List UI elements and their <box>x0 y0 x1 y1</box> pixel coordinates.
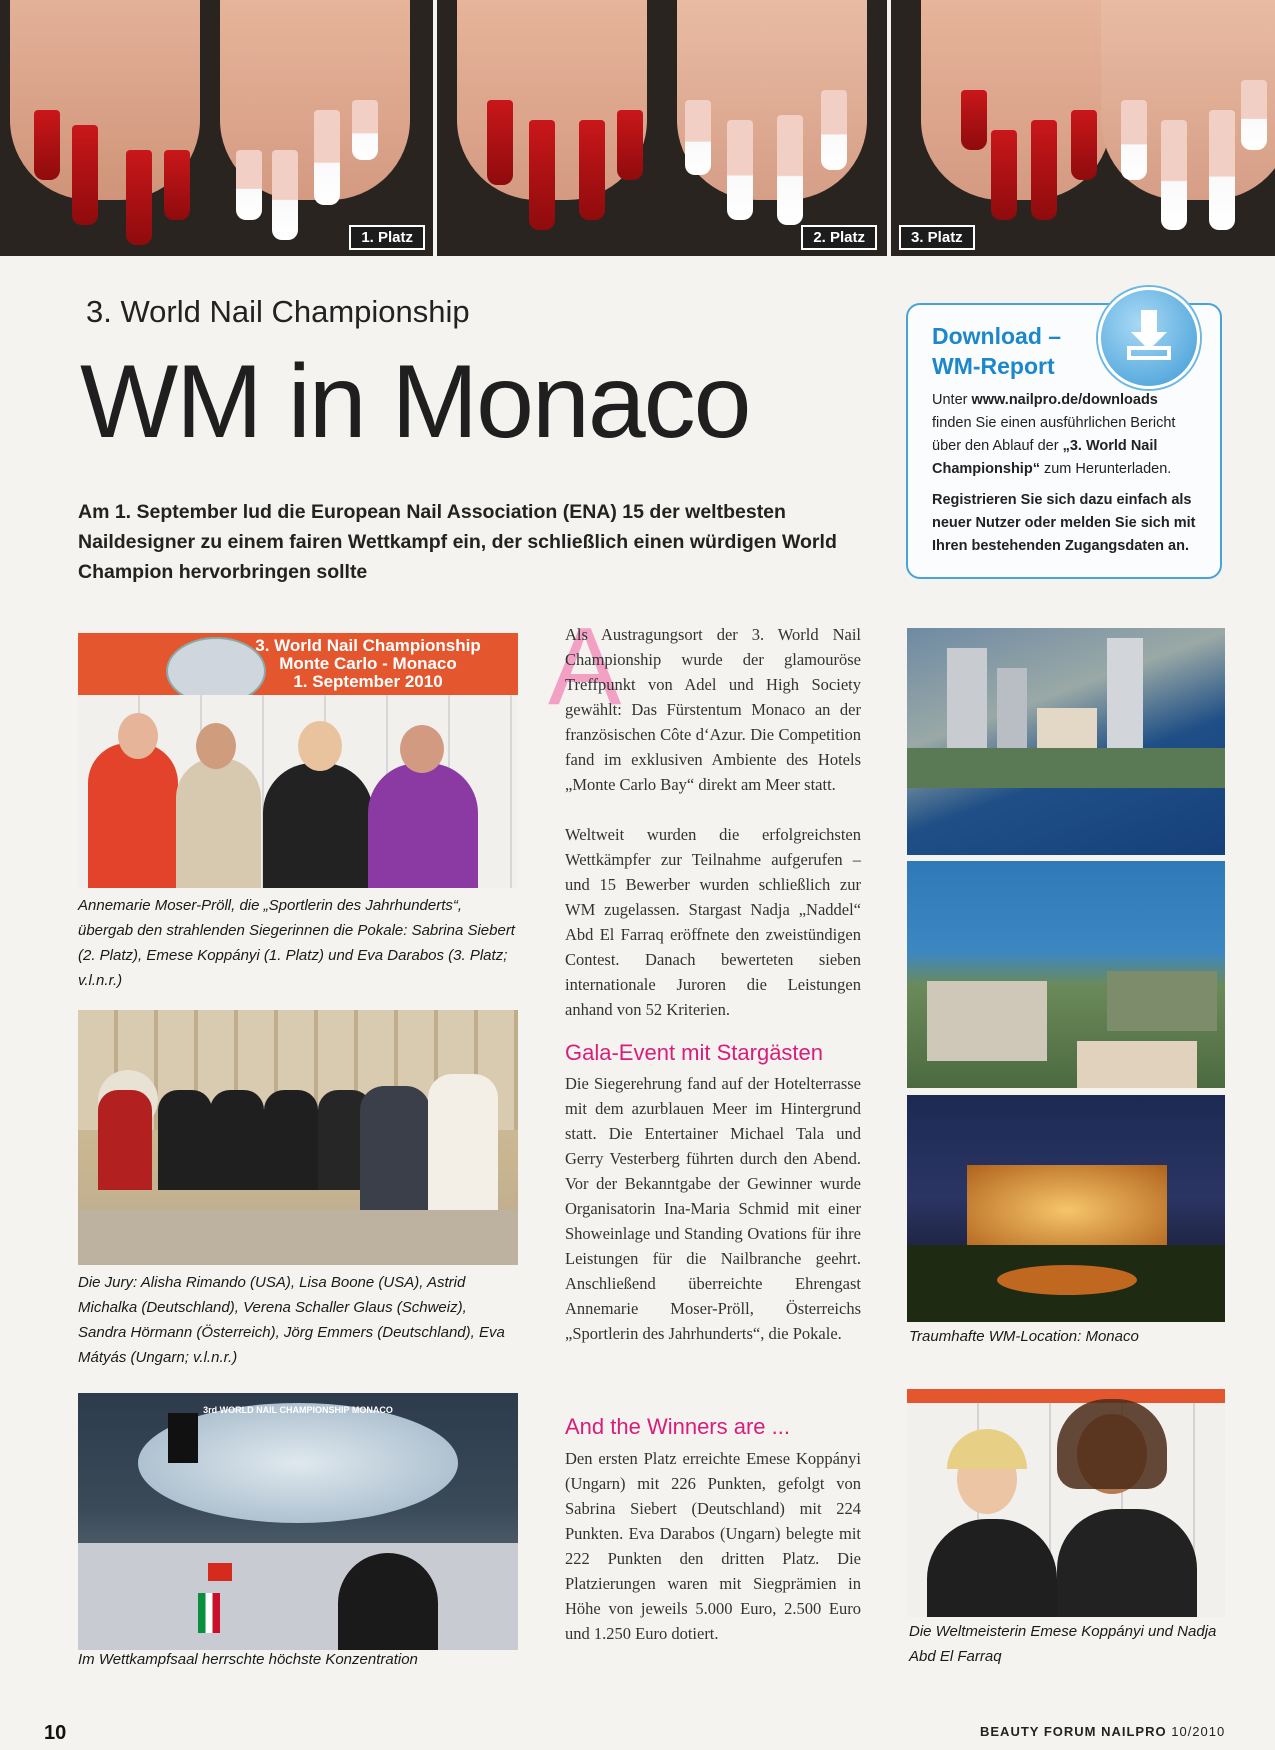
caption-jury: Die Jury: Alisha Rimando (USA), Lisa Boone (USA), Astrid Michalka (Deutschland), Verena Schaller Glaus (Schweiz), Sandra Hörmann (Österreich), Jörg Emmers (Deutschland), Eva Mátyás (Ungarn; v.l.n.r.) <box>78 1274 505 1366</box>
subheading-winners: And the Winners are ... <box>565 1414 790 1439</box>
photo-nails-second-place <box>437 0 887 256</box>
photo-monaco-coast <box>907 861 1225 1088</box>
photo-nails-first-place <box>0 0 433 256</box>
page-number: 10 <box>44 1722 67 1744</box>
subheading-gala: Gala-Event mit Stargästen <box>565 1040 824 1065</box>
body-paragraph: Als Austragungsort der 3. World Nail Championship wurde der glamouröse Treffpunkt von Adel und High Society gewählt: Das Fürstentum Monaco an der französischen Côte d‘Azur. Die Competition fand im exklusiven Ambiente des Hotels „Monte Carlo Bay“ direkt am Meer statt. <box>565 625 861 794</box>
download-icon <box>1098 287 1200 389</box>
placement-badge: 2. Platz <box>801 225 877 250</box>
banner-line: 3. World Nail Championship <box>255 636 481 655</box>
article-kicker: 3. World Nail Championship <box>86 294 470 329</box>
article-lead: Am 1. September lud die European Nail Association (ENA) 15 der weltbesten Naildesigner zu einem fairen Wettkampf ein, der schließlich einen würdigen World Champion hervorbringen sollte <box>78 501 837 583</box>
body-paragraph: Weltweit wurden die erfolgreichsten Wettkämpfer zur Teilnahme aufgerufen – und 15 Bewerber wurden schließlich zur WM zugelassen. Stargast Nadja „Naddel“ Abd El Farraq eröffnete den zweistündigen Contest. Danach bewerteten sieben internationale Juroren die Leistungen anhand von 52 Kriterien. <box>565 825 861 1019</box>
caption-world-champion: Die Weltmeisterin Emese Koppányi und Nadja Abd El Farraq <box>909 1623 1217 1665</box>
download-register-text: Registrieren Sie sich dazu einfach als neuer Nutzer oder melden Sie sich mit Ihren bestehenden Zugangsdaten an. <box>932 492 1196 554</box>
photo-monaco-harbour <box>907 628 1225 855</box>
photo-monte-carlo-casino <box>907 1095 1225 1322</box>
photo-world-champion <box>907 1389 1225 1617</box>
body-paragraph: Die Siegerehrung fand auf der Hotelterrasse mit dem azurblauen Meer im Hintergrund statt. Die Entertainer Michael Tala und Gerry Vesterberg führten durch den Abend. Vor der Bekanntgabe der Gewinner wurde Organisatorin Ina-Maria Schmid mit einer Showeinlage und Standing Ovations für ihre Leistungen für die Nailbranche geehrt. Anschließend überreichte Ehrengast Annemarie Moser-Pröll, Österreichs „Sportlerin des Jahrhunderts“, die Pokale. <box>565 1074 861 1343</box>
caption-award-ceremony: Annemarie Moser-Pröll, die „Sportlerin des Jahrhunderts“, übergab den strahlenden Siegerinnen die Pokale: Sabrina Siebert (2. Platz), Emese Koppányi (1. Platz) und Eva Darabos (3. Platz; v.l.n.r.) <box>78 897 515 989</box>
photo-competition-hall <box>78 1393 518 1650</box>
drop-cap: A <box>548 605 622 728</box>
caption-competition-hall: Im Wettkampfsaal herrschte höchste Konzentration <box>78 1651 418 1668</box>
article-title: WM in Monaco <box>80 344 750 460</box>
banner-line: Monte Carlo - Monaco <box>279 654 457 673</box>
banner-line: 1. September 2010 <box>293 672 443 691</box>
placement-badge: 1. Platz <box>349 225 425 250</box>
photo-award-ceremony <box>78 633 518 888</box>
download-url-link[interactable]: www.nailpro.de/downloads <box>971 392 1158 408</box>
photo-nails-third-place <box>891 0 1275 256</box>
caption-monaco: Traumhafte WM-Location: Monaco <box>909 1328 1139 1345</box>
body-paragraph: Den ersten Platz erreichte Emese Koppányi (Ungarn) mit 226 Punkten, gefolgt von Sabrina Siebert (Deutschland) mit 224 Punkten. Eva Darabos (Ungarn) belegte mit 222 Punkten den dritten Platz. Die Platzierungen waren mit Siegprämien in Höhe von jeweils 5.000 Euro, 2.500 Euro und 1.250 Euro dotiert. <box>565 1449 861 1643</box>
photo-jury <box>78 1010 518 1265</box>
placement-badge: 3. Platz <box>899 225 975 250</box>
magazine-folio: BEAUTY FORUM NAILPRO 10/2010 <box>980 1724 1226 1739</box>
download-text: Unter www.nailpro.de/downloads finden Sie einen ausführlichen Bericht über den Ablauf der „3. World Nail Championship“ zum Herunterladen. <box>932 392 1176 477</box>
download-title: Download – WM-Report <box>932 323 1062 379</box>
hall-banner: 3rd WORLD NAIL CHAMPIONSHIP MONACO <box>203 1405 393 1415</box>
